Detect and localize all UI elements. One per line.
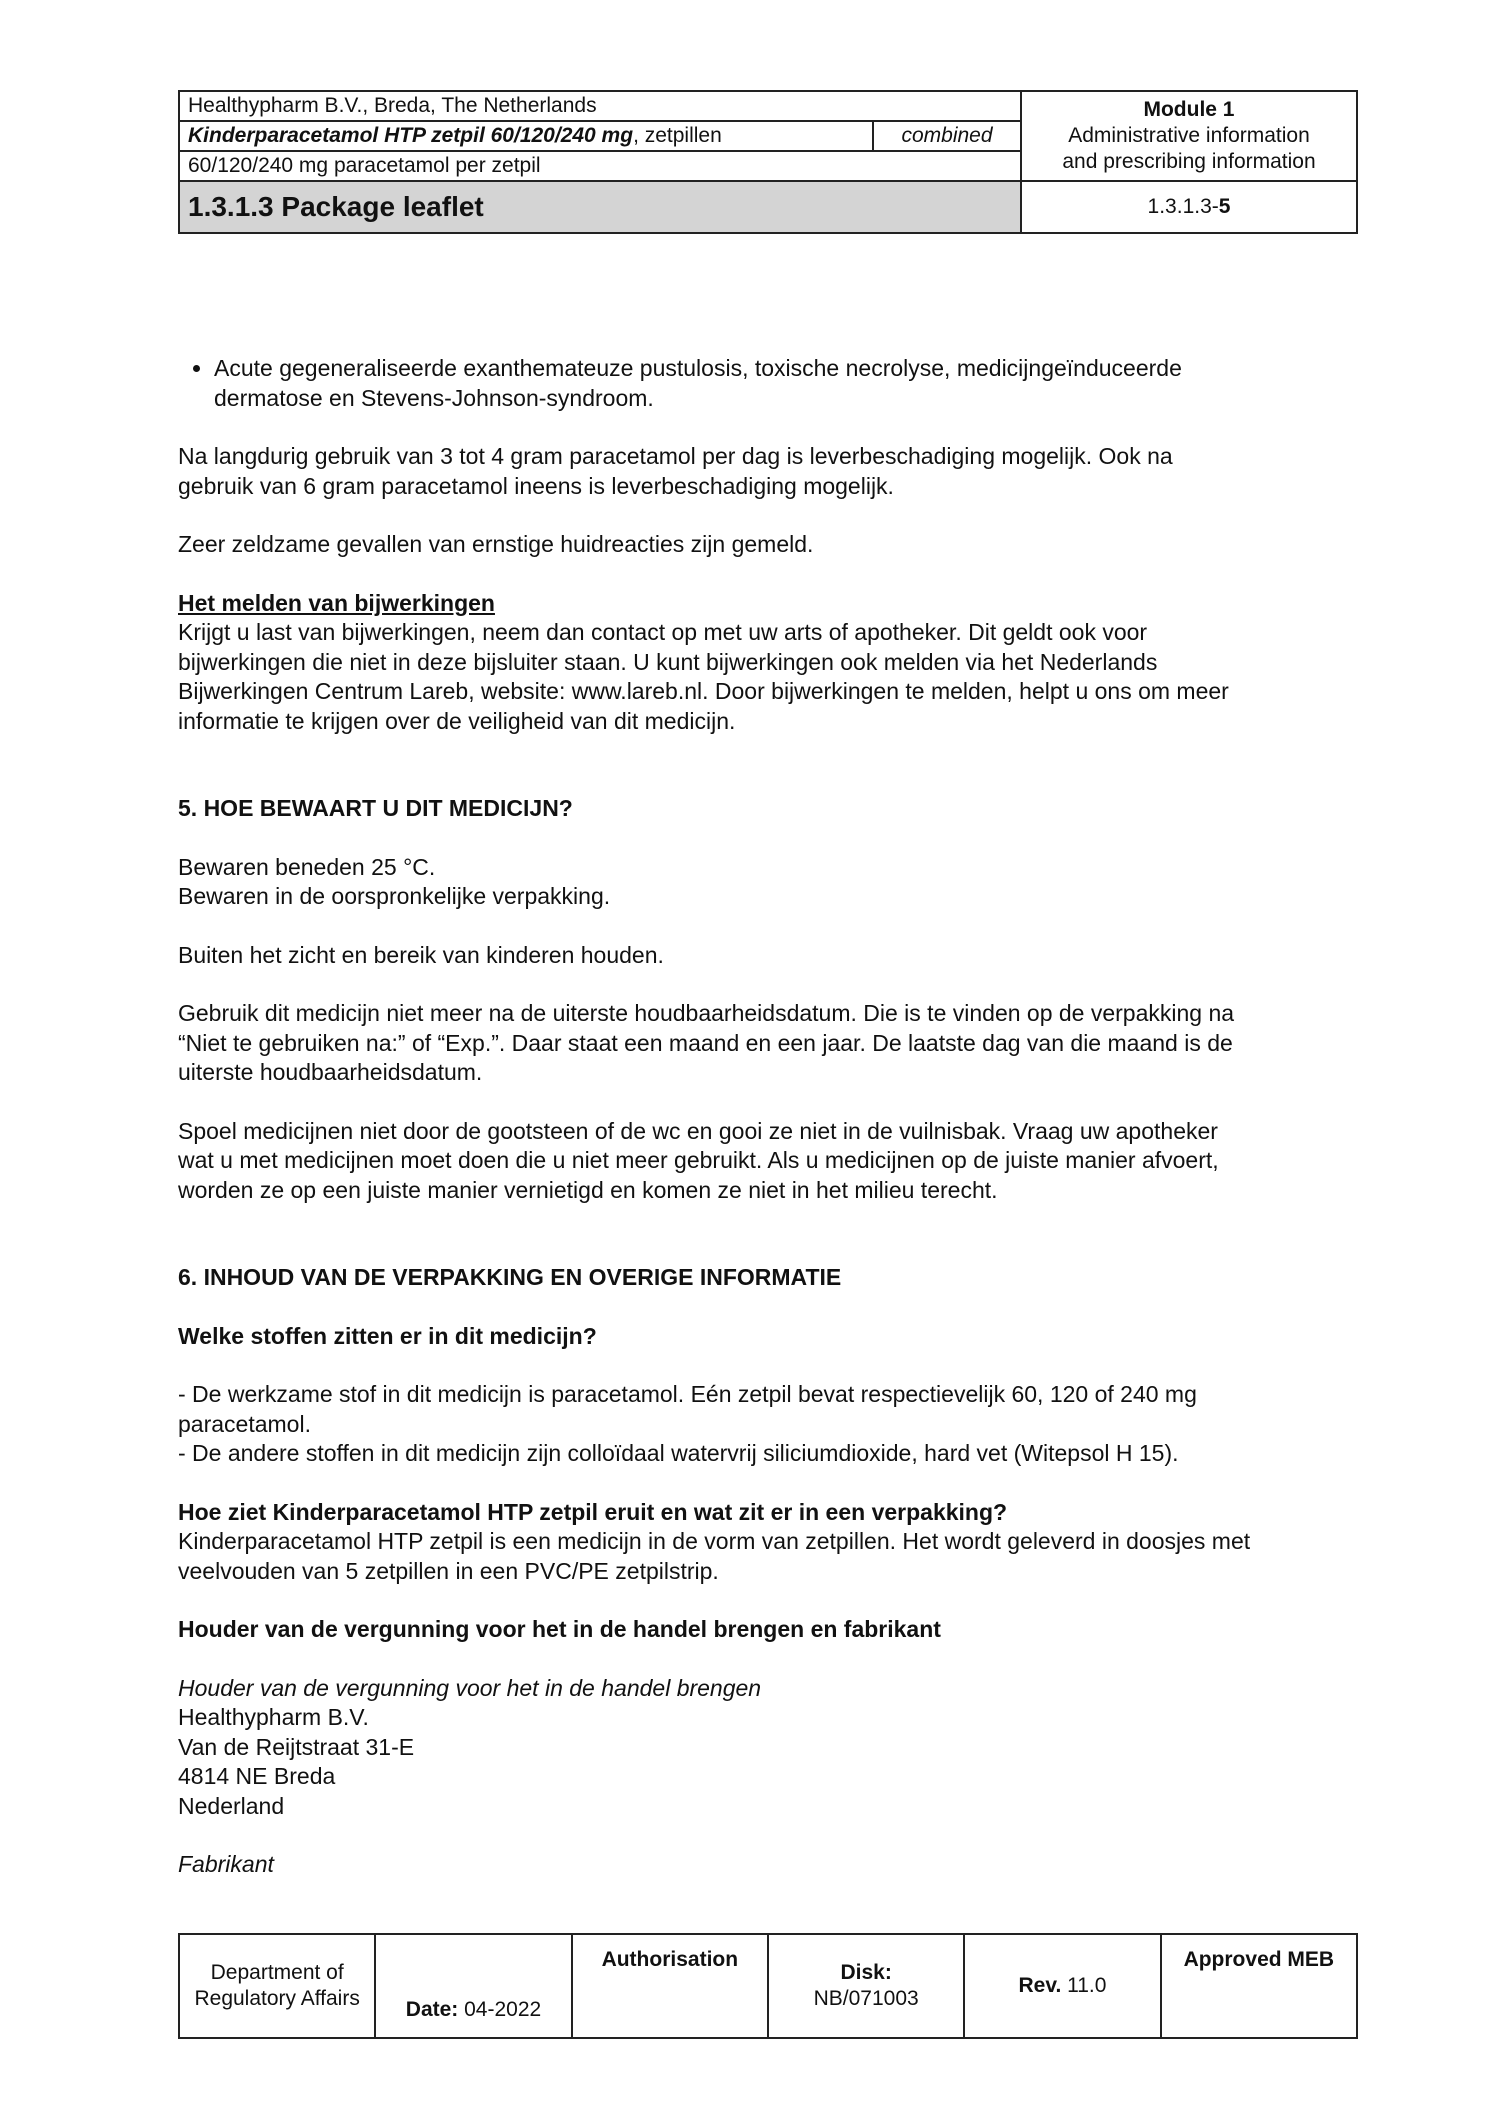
holder-address: Houder van de vergunning voor het in de handel brengen Healthypharm B.V. Van de Reijtstraat 31-E 4814 NE Breda Nederland — [178, 1674, 762, 1819]
report-paragraph: Het melden van bijwerkingen Krijgt u last van bijwerkingen, neem dan contact op met uw arts of apotheker. Dit geldt ook voor bijwerkingen die niet in deze bijsluiter staan. U kunt bijwerkingen ook melden via het Nederlands Bijwerkingen Centrum Lareb, website: www.lareb.nl. Door bijwerkingen te melden, helpt u ons om meer informatie te krijgen over de veiligheid van dit medicijn. — [178, 589, 1229, 734]
storage-paragraph: Bewaren beneden 25 °C. Bewaren in de oorspronkelijke verpakking. — [178, 853, 611, 909]
module-title: Module 1 — [1143, 98, 1235, 121]
expiry-paragraph: Gebruik dit medicijn niet meer na de uiterste houdbaarheidsdatum. Die is te vinden op de verpakking na “Niet te gebruiken na:” of “Exp.”. Daar staat een maand en een jaar. De laatste dag van die maand is de uiterste houdbaarheidsdatum. — [178, 1000, 1235, 1085]
leaflet-body — [178, 354, 1358, 1880]
product-form: , zetpillen — [633, 124, 722, 147]
children-paragraph: Buiten het zicht en bereik van kinderen houden. — [178, 941, 664, 968]
combined-label: combined — [873, 121, 1021, 151]
product-name: Kinderparacetamol HTP zetpil 60/120/240 mg — [188, 124, 634, 147]
company-line: Healthypharm B.V., Breda, The Netherlands — [179, 91, 1021, 121]
department-cell: Department of Regulatory Affairs — [179, 1934, 375, 2038]
page-num: 5 — [1218, 195, 1231, 218]
date-cell: Date: 04-2022 — [375, 1934, 571, 2038]
liver-paragraph: Na langdurig gebruik van 3 tot 4 gram paracetamol per dag is leverbeschadiging mogelijk. Ook na gebruik van 6 gram paracetamol ineens is leverbeschadiging mogelijk. — [178, 443, 1173, 499]
document-header — [178, 90, 1358, 234]
document-footer — [178, 1933, 1358, 2039]
section-5-heading: 5. HOE BEWAART U DIT MEDICIJN? — [178, 795, 573, 821]
holder-heading: Houder van de vergunning voor het in de handel brengen en fabrikant — [178, 1616, 941, 1642]
product-line — [179, 121, 873, 151]
report-heading: Het melden van bijwerkingen — [178, 589, 495, 616]
section-title: 1.3.1.3 Package leaflet — [179, 181, 1021, 233]
approved-cell: Approved MEB — [1161, 1934, 1357, 2038]
module-line1: Administrative information — [1068, 124, 1310, 147]
disposal-paragraph: Spoel medicijnen niet door de gootsteen of de wc en gooi ze niet in de vuilnisbak. Vraag uw apotheker wat u met medicijnen moet doen die u niet meer gebruikt. Als u medicijnen op de juiste manier afvoert, worden ze op een juiste manier vernietigd en komen ze niet in het milieu terecht. — [178, 1117, 1219, 1203]
skin-paragraph: Zeer zeldzame gevallen van ernstige huidreacties zijn gemeld. — [178, 531, 814, 557]
authorisation-cell: Authorisation — [572, 1934, 768, 2038]
ingredients-paragraph: - De werkzame stof in dit medicijn is paracetamol. Eén zetpil bevat respectievelijk 60, 120 of 240 mg paracetamol. - De andere stoffen in dit medicijn zijn colloïdaal watervrij siliciumdioxide, hard vet (Witepsol H 15). — [178, 1381, 1197, 1466]
page-number — [1021, 181, 1357, 233]
section-6-heading: 6. INHOUD VAN DE VERPAKKING EN OVERIGE INFORMATIE — [178, 1264, 842, 1290]
appearance-heading: Hoe ziet Kinderparacetamol HTP zetpil eruit en wat zit er in een verpakking? — [178, 1498, 1008, 1525]
page-prefix: 1.3.1.3- — [1147, 195, 1219, 218]
disk-cell: Disk: NB/071003 — [768, 1934, 964, 2038]
list-item: • Acute gegeneraliseerde exanthemateuze pustulosis, toxische necrolyse, medicijngeïnduceerde dermatose en Stevens-Johnson-syndroom. — [214, 354, 1358, 413]
module-cell — [1021, 91, 1357, 181]
revision-cell: Rev. 11.0 — [964, 1934, 1160, 2038]
module-line2: and prescribing information — [1062, 150, 1316, 173]
ingredients-heading: Welke stoffen zitten er in dit medicijn? — [178, 1322, 597, 1349]
appearance-paragraph: Hoe ziet Kinderparacetamol HTP zetpil eruit en wat zit er in een verpakking? Kinderparacetamol HTP zetpil is een medicijn in de vorm van zetpillen. Het wordt geleverd in doosjes met veelvouden van 5 zetpillen in een PVC/PE zetpilstrip. — [178, 1498, 1251, 1584]
side-effect-list — [178, 354, 1358, 413]
strength-line: 60/120/240 mg paracetamol per zetpil — [179, 151, 1021, 181]
manufacturer-label: Fabrikant — [178, 1851, 274, 1877]
holder-label: Houder van de vergunning voor het in de handel brengen — [178, 1674, 762, 1701]
